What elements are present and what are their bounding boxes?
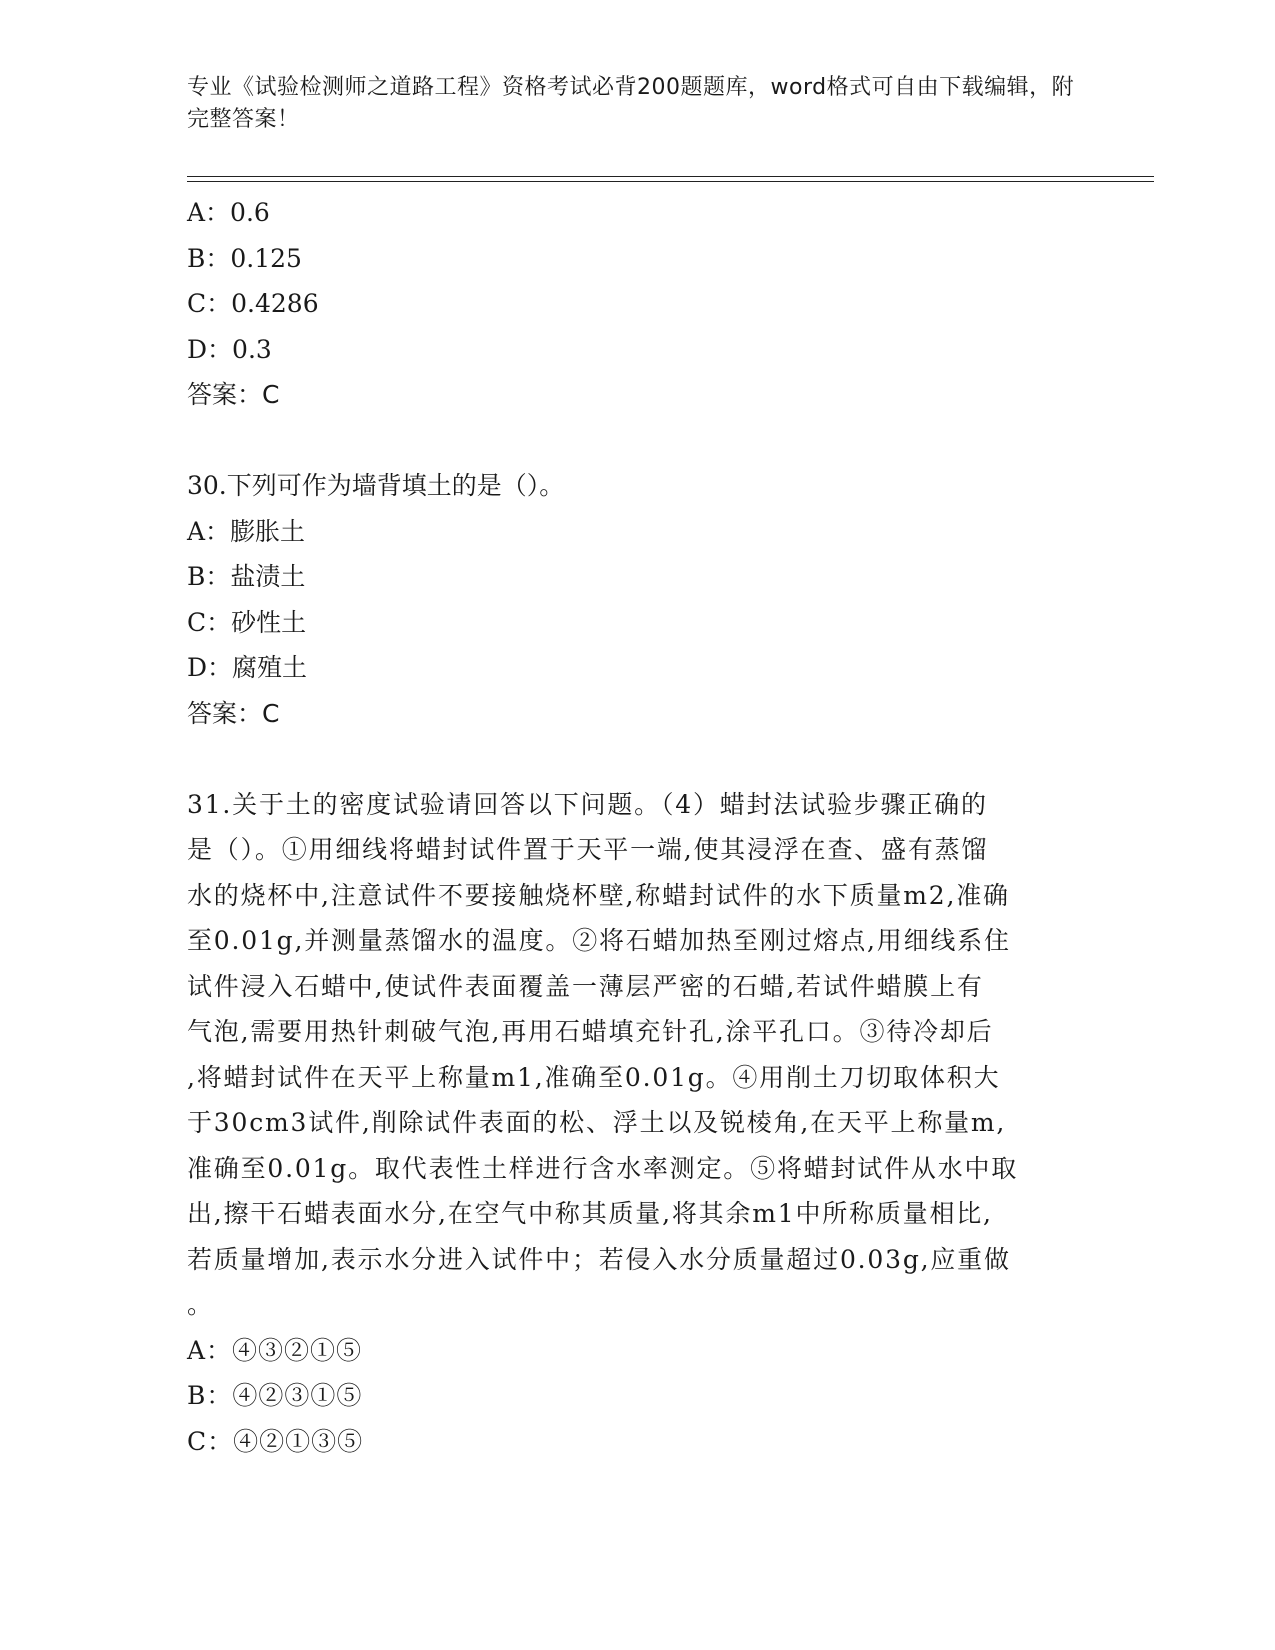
header-text: 专业《试验检测师之道路工程》资格考试必背200题题库，word格式可自由下载编辑，附完整答案！ (187, 75, 1075, 132)
header-divider-bottom (187, 181, 1154, 182)
question-line: 试件浸入石蜡中,使试件表面覆盖一薄层严密的石蜡,若试件蜡膜上有 (187, 971, 984, 1001)
document-header (187, 72, 1087, 136)
option-a: A：④③②①⑤ (187, 1335, 363, 1365)
question-line: 31.关于土的密度试验请回答以下问题。（4）蜡封法试验步骤正确的 (187, 789, 988, 819)
question-line: 出,擦干石蜡表面水分,在空气中称其质量,将其余m1中所称质量相比, (187, 1199, 993, 1228)
question-line: 。 (187, 1290, 214, 1319)
option-a: A：0.6 (187, 198, 270, 227)
question-line: 至0.01g,并测量蒸馏水的温度。②将石蜡加热至刚过熔点,用细线系住 (187, 926, 1011, 955)
question-29-block (187, 190, 1087, 418)
option-c: C：砂性土 (187, 607, 307, 637)
document-body (187, 190, 1087, 1464)
question-line: 是（）。①用细线将蜡封试件置于天平一端,使其浸浮在查、盛有蒸馏 (187, 835, 989, 864)
header-divider-top (187, 176, 1154, 177)
option-b: B：④②③①⑤ (187, 1381, 363, 1410)
option-d: D：腐殖土 (187, 653, 308, 682)
question-30-block (187, 463, 1087, 736)
question-line: ,将蜡封试件在天平上称量m1,准确至0.01g。④用削土刀切取体积大 (187, 1062, 1001, 1092)
question-text: 30.下列可作为墙背填土的是（）。 (187, 471, 565, 500)
spacer (187, 736, 1087, 782)
question-line: 气泡,需要用热针刺破气泡,再用石蜡填充针孔,涂平孔口。③待冷却后 (187, 1017, 994, 1046)
answer-text: 答案：C (187, 698, 280, 728)
question-line: 水的烧杯中,注意试件不要接触烧杯壁,称蜡封试件的水下质量m2,准确 (187, 880, 1010, 910)
option-d: D：0.3 (187, 334, 272, 364)
option-c: C：0.4286 (187, 289, 319, 318)
question-line: 于30cm3试件,削除试件表面的松、浮土以及锐棱角,在天平上称量m, (187, 1108, 1007, 1137)
option-c: C：④②①③⑤ (187, 1426, 364, 1456)
option-b: B：0.125 (187, 243, 302, 273)
question-line: 若质量增加,表示水分进入试件中；若侵入水分质量超过0.03g,应重做 (187, 1244, 1011, 1274)
option-a: A：膨胀土 (187, 516, 306, 546)
spacer (187, 418, 1087, 464)
question-line: 准确至0.01g。取代表性土样进行含水率测定。⑤将蜡封试件从水中取 (187, 1153, 1019, 1183)
answer-text: 答案：C (187, 380, 280, 409)
option-b: B：盐渍土 (187, 562, 306, 591)
question-31-block (187, 782, 1087, 1465)
